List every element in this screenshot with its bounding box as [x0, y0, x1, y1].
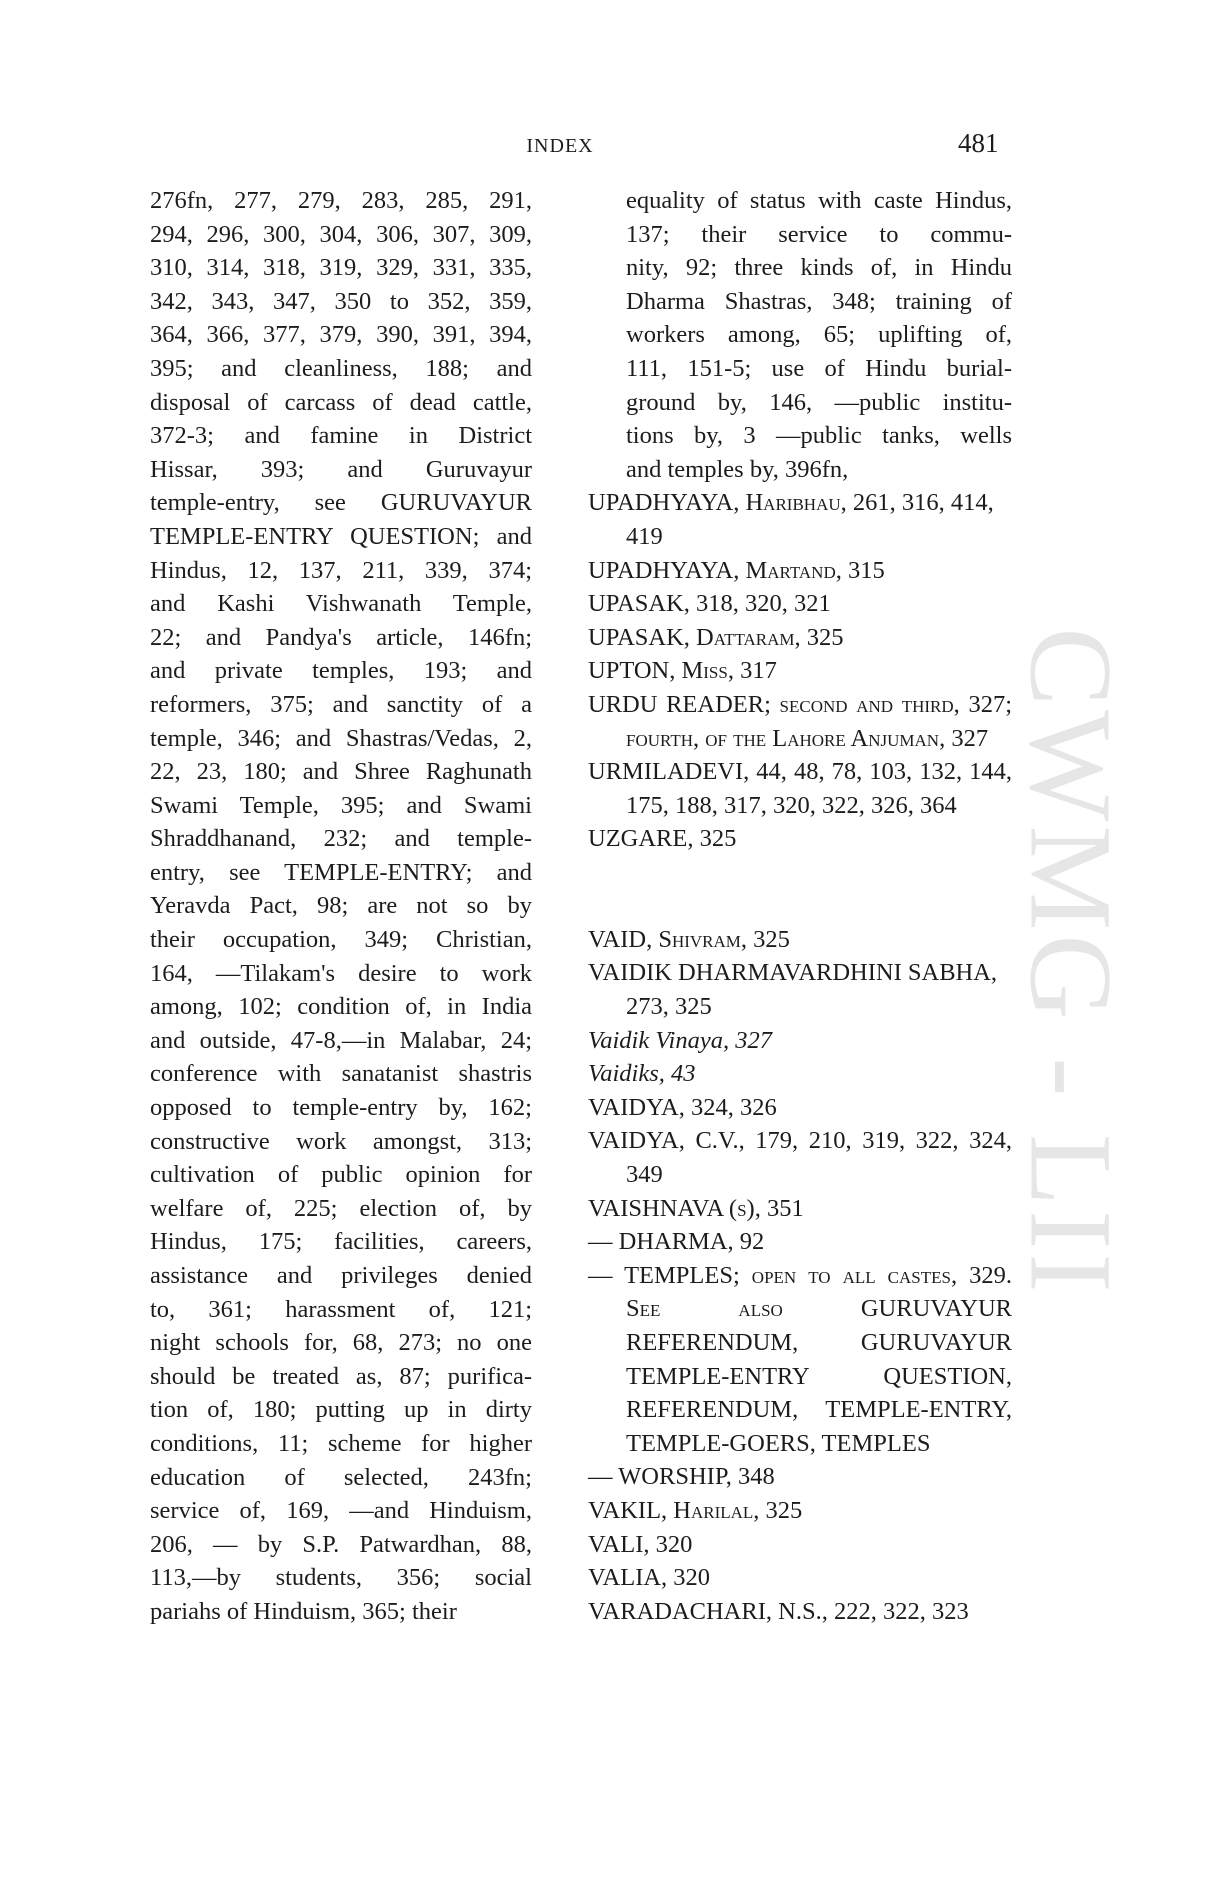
index-entry: UPADHYAYA, Martand, 315	[588, 556, 885, 584]
index-line: ground by, 146, —public institu-	[626, 388, 1012, 416]
index-line: 276fn, 277, 279, 283, 285, 291,	[150, 187, 532, 214]
index-line: and Kashi Vishwanath Temple,	[150, 590, 532, 618]
index-line: welfare of, 225; election of, by	[150, 1194, 532, 1222]
index-line: assistance and privileges denied	[150, 1262, 532, 1289]
index-entry: VAIDYA, C.V., 179, 210, 319, 322, 324, 349	[588, 1127, 1012, 1189]
right-column	[588, 184, 1012, 1628]
index-line: 395; and cleanliness, 188; and	[150, 354, 532, 382]
index-line: should be treated as, 87; purifica-	[150, 1362, 532, 1390]
index-entry: — TEMPLES; open to all castes, 329. See also GURUVAYUR REFERENDUM, GURUVAYUR TEMPLE-ENTRY QUESTION, REFERENDUM, TEMPLE-ENTRY, TEMPLE-GOERS, TEMPLES	[588, 1261, 1012, 1457]
index-entry: VALIA, 320	[588, 1564, 711, 1592]
index-entry: URMILADEVI, 44, 48, 78, 103, 132, 144, 175, 188, 317, 320, 322, 326, 364	[588, 758, 1012, 819]
index-entry: VARADACHARI, N.S., 222, 322, 323	[588, 1597, 969, 1625]
index-line: among, 102; condition of, in India	[150, 993, 532, 1021]
index-line: education of selected, 243fn;	[150, 1463, 532, 1491]
index-line: 137; their service to commu-	[626, 220, 1012, 248]
index-line: opposed to temple-entry by, 162;	[150, 1094, 532, 1122]
index-line: and temples by, 396fn,	[626, 455, 849, 483]
left-column	[150, 184, 532, 1629]
index-entry: Vaidik Vinaya, 327	[588, 1026, 772, 1054]
index-line: 22; and Pandya's article, 146fn;	[150, 623, 532, 651]
index-entry: URDU READER; second and third, 327; fourth, of the Lahore Anjuman, 327	[588, 690, 1012, 752]
index-line: cultivation of public opinion for	[150, 1161, 532, 1189]
continued-entry	[588, 184, 1012, 486]
index-line: nity, 92; three kinds of, in Hindu	[626, 254, 1012, 282]
index-line: to, 361; harassment of, 121;	[150, 1295, 532, 1323]
index-entry: UPASAK, 318, 320, 321	[588, 590, 831, 618]
index-line: 364, 366, 377, 379, 390, 391, 394,	[150, 321, 532, 349]
page-number: 481	[958, 128, 999, 158]
index-line: tions by, 3 —public tanks, wells	[626, 422, 1012, 450]
index-line: 164, —Tilakam's desire to work	[150, 959, 532, 987]
index-entry: VAKIL, Harilal, 325	[588, 1496, 803, 1524]
index-line: and private temples, 193; and	[150, 657, 532, 685]
index-entry: VAIDYA, 324, 326	[588, 1093, 777, 1121]
index-entry: Vaidiks, 43	[588, 1060, 696, 1088]
index-line: 206, — by S.P. Patwardhan, 88,	[150, 1530, 532, 1558]
index-line: conditions, 11; scheme for higher	[150, 1429, 532, 1457]
index-entry: UPADHYAYA, Haribhau, 261, 316, 414, 419	[588, 489, 994, 550]
index-entry: VALI, 320	[588, 1530, 693, 1558]
index-entry: UPTON, Miss, 317	[588, 657, 777, 685]
index-line: Yeravda Pact, 98; are not so by	[150, 892, 532, 920]
index-line: Swami Temple, 395; and Swami	[150, 791, 532, 819]
index-line: 111, 151-5; use of Hindu burial-	[626, 354, 1012, 382]
index-entry: — WORSHIP, 348	[588, 1463, 775, 1491]
index-line: equality of status with caste Hindus,	[626, 187, 1012, 214]
index-line: entry, see TEMPLE-ENTRY; and	[150, 858, 532, 886]
index-entry: UPASAK, Dattaram, 325	[588, 623, 844, 651]
index-line: Hindus, 12, 137, 211, 339, 374;	[150, 556, 532, 584]
index-line: Shraddhanand, 232; and temple-	[150, 825, 532, 853]
index-line: constructive work amongst, 313;	[150, 1127, 532, 1155]
running-header: INDEX	[526, 135, 594, 157]
index-line: their occupation, 349; Christian,	[150, 926, 532, 954]
index-line: night schools for, 68, 273; no one	[150, 1329, 532, 1357]
index-line: 294, 296, 300, 304, 306, 307, 309,	[150, 220, 532, 248]
index-line: temple-entry, see GURUVAYUR	[150, 489, 532, 517]
index-entry: VAIDIK DHARMAVARDHINI SABHA, 273, 325	[588, 959, 998, 1021]
watermark	[1006, 532, 1137, 1392]
index-line: temple, 346; and Shastras/Vedas, 2,	[150, 724, 532, 752]
index-line: 342, 343, 347, 350 to 352, 359,	[150, 287, 532, 315]
section-gap	[588, 856, 1012, 923]
index-line: 113,—by students, 356; social	[150, 1564, 532, 1592]
index-line: 310, 314, 318, 319, 329, 331, 335,	[150, 254, 532, 282]
index-line: Hissar, 393; and Guruvayur	[150, 455, 532, 483]
index-line: and outside, 47-8,—in Malabar, 24;	[150, 1026, 532, 1054]
index-line: disposal of carcass of dead cattle,	[150, 388, 532, 416]
index-entry: UZGARE, 325	[588, 825, 737, 853]
index-entry: VAISHNAVA (s), 351	[588, 1194, 804, 1222]
index-line: conference with sanatanist shastris	[150, 1060, 532, 1088]
index-line: pariahs of Hinduism, 365; their	[150, 1597, 457, 1625]
index-line: tion of, 180; putting up in dirty	[150, 1396, 532, 1424]
index-entry: VAID, Shivram, 325	[588, 925, 790, 953]
index-line: workers among, 65; uplifting of,	[626, 321, 1012, 349]
watermark-text: CWMG - LII	[1006, 627, 1137, 1297]
index-entry: — DHARMA, 92	[588, 1228, 765, 1256]
index-line: TEMPLE-ENTRY QUESTION; and	[150, 522, 532, 550]
index-line: service of, 169, —and Hinduism,	[150, 1497, 532, 1525]
index-line: 22, 23, 180; and Shree Raghunath	[150, 758, 532, 786]
index-line: reformers, 375; and sanctity of a	[150, 690, 532, 718]
index-line: Hindus, 175; facilities, careers,	[150, 1228, 532, 1256]
index-line: Dharma Shastras, 348; training of	[626, 287, 1012, 315]
index-line: 372-3; and famine in District	[150, 422, 532, 450]
